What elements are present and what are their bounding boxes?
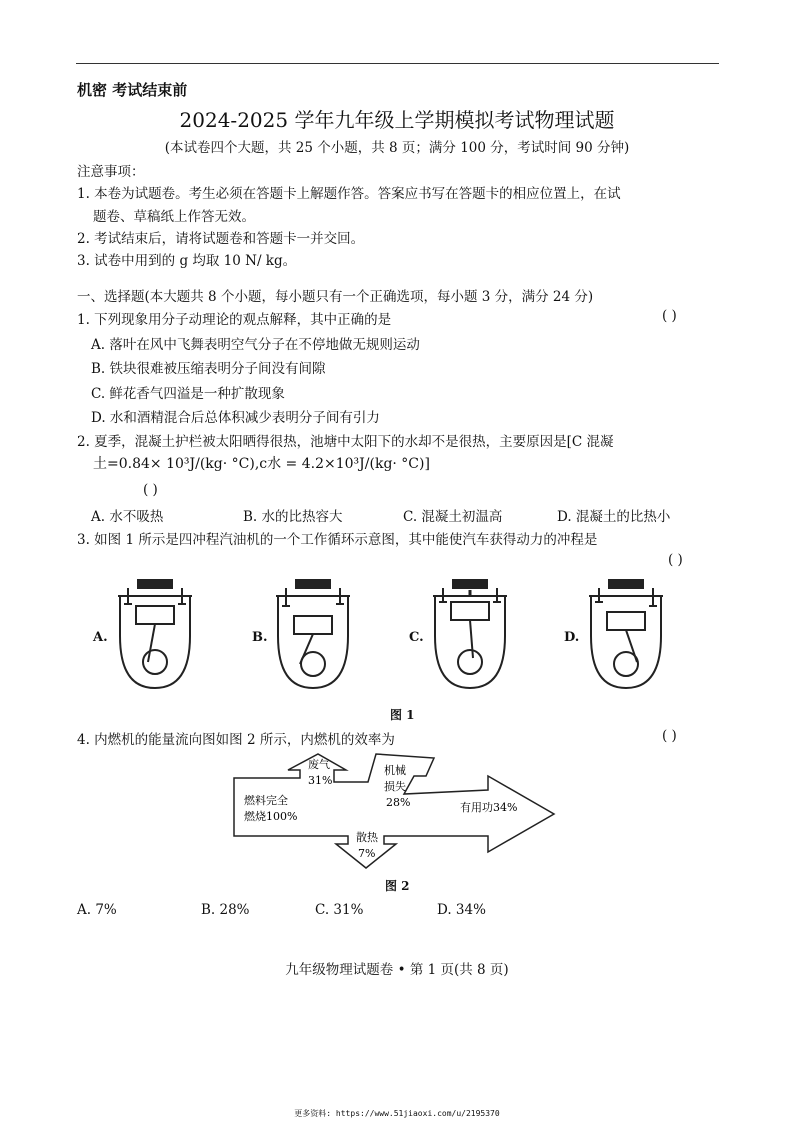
exam-title: 2024-2025 学年九年级上学期模拟考试物理试题 — [179, 108, 615, 132]
q2-answer-paren: ( ) — [143, 482, 158, 498]
top-rule — [76, 63, 719, 64]
notice-item-2: 2. 考试结束后，请将试题卷和答题卡一并交回。 — [77, 231, 365, 247]
notice-heading: 注意事项： — [77, 164, 145, 180]
q4-answer-paren: ( ) — [662, 728, 677, 744]
engine-diagram-b — [268, 576, 358, 694]
engine-label-c: C. — [409, 630, 424, 645]
q3-stem: 3. 如图 1 所示是四冲程汽油机的一个工作循环示意图，其中能使汽车获得动力的冲程是 — [77, 532, 598, 548]
engine-diagram-a — [110, 576, 200, 694]
q1-stem: 1. 下列现象用分子动理论的观点解释，其中正确的是 — [77, 312, 392, 328]
q2-option-d: D. 混凝土的比热小 — [557, 509, 671, 525]
energy-useful-label: 有用功34% — [460, 801, 518, 814]
confidential-label: 机密 考试结束前 — [77, 81, 188, 99]
energy-exhaust-label: 废气 — [308, 758, 330, 771]
energy-mechanical-line2: 损失 — [384, 780, 406, 793]
q1-option-c: C. 鲜花香气四溢是一种扩散现象 — [91, 386, 285, 402]
q2-stem-line2: 土=0.84× 10³J/(kg· °C),c水 = 4.2×10³J/(kg· °C)] — [93, 456, 430, 472]
energy-source-line1: 燃料完全 — [244, 794, 288, 807]
notice-item-1-cont: 题卷、草稿纸上作答无效。 — [93, 209, 255, 225]
engine-label-a: A. — [93, 630, 108, 645]
energy-source-line2: 燃烧100% — [244, 810, 298, 823]
energy-heat-label: 散热 — [356, 831, 378, 844]
q4-stem: 4. 内燃机的能量流向图如图 2 所示，内燃机的效率为 — [77, 732, 395, 748]
figure-1-caption: 图 1 — [390, 708, 415, 722]
energy-heat-value: 7% — [358, 847, 376, 860]
page-footer: 九年级物理试题卷 • 第 1 页(共 8 页) — [285, 962, 509, 978]
figure-2-caption: 图 2 — [385, 879, 410, 893]
q4-option-d: D. 34% — [437, 902, 486, 918]
exam-subtitle: (本试卷四个大题，共 25 个小题，共 8 页；满分 100 分，考试时间 90 分钟) — [164, 140, 630, 156]
q2-option-c: C. 混凝土初温高 — [403, 509, 503, 525]
q1-option-d: D. 水和酒精混合后总体积减少表明分子间有引力 — [91, 410, 380, 426]
q2-option-b: B. 水的比热容大 — [243, 509, 343, 525]
engine-diagram-d — [581, 576, 671, 694]
energy-mechanical-value: 28% — [386, 796, 411, 809]
q4-option-a: A. 7% — [77, 902, 117, 918]
q2-stem-line1: 2. 夏季，混凝土护栏被太阳晒得很热，池塘中太阳下的水却不是很热，主要原因是[C 混凝 — [77, 434, 614, 450]
q4-option-b: B. 28% — [201, 902, 250, 918]
q1-option-a: A. 落叶在风中飞舞表明空气分子在不停地做无规则运动 — [91, 337, 420, 353]
energy-flow-diagram — [228, 752, 558, 872]
notice-item-1: 1. 本卷为试题卷。考生必须在答题卡上解题作答。答案应书写在答题卡的相应位置上，在试 — [77, 186, 621, 202]
q3-answer-paren: ( ) — [668, 552, 683, 568]
q1-option-b: B. 铁块很难被压缩表明分子间没有间隙 — [91, 361, 326, 377]
engine-label-b: B. — [252, 630, 268, 645]
q4-option-c: C. 31% — [315, 902, 364, 918]
q2-option-a: A. 水不吸热 — [91, 509, 164, 525]
notice-item-3: 3. 试卷中用到的 g 均取 10 N/ kg。 — [77, 253, 297, 269]
energy-exhaust-value: 31% — [308, 774, 333, 787]
q1-answer-paren: ( ) — [662, 308, 677, 324]
engine-diagram-c — [425, 576, 515, 694]
energy-mechanical-line1: 机械 — [384, 764, 406, 777]
section-heading: 一、选择题(本大题共 8 个小题，每小题只有一个正确选项，每小题 3 分，满分 24 分) — [77, 289, 594, 305]
source-url[interactable]: 更多资料: https://www.51jiaoxi.com/u/2195370 — [294, 1109, 500, 1118]
engine-label-d: D. — [564, 630, 580, 645]
